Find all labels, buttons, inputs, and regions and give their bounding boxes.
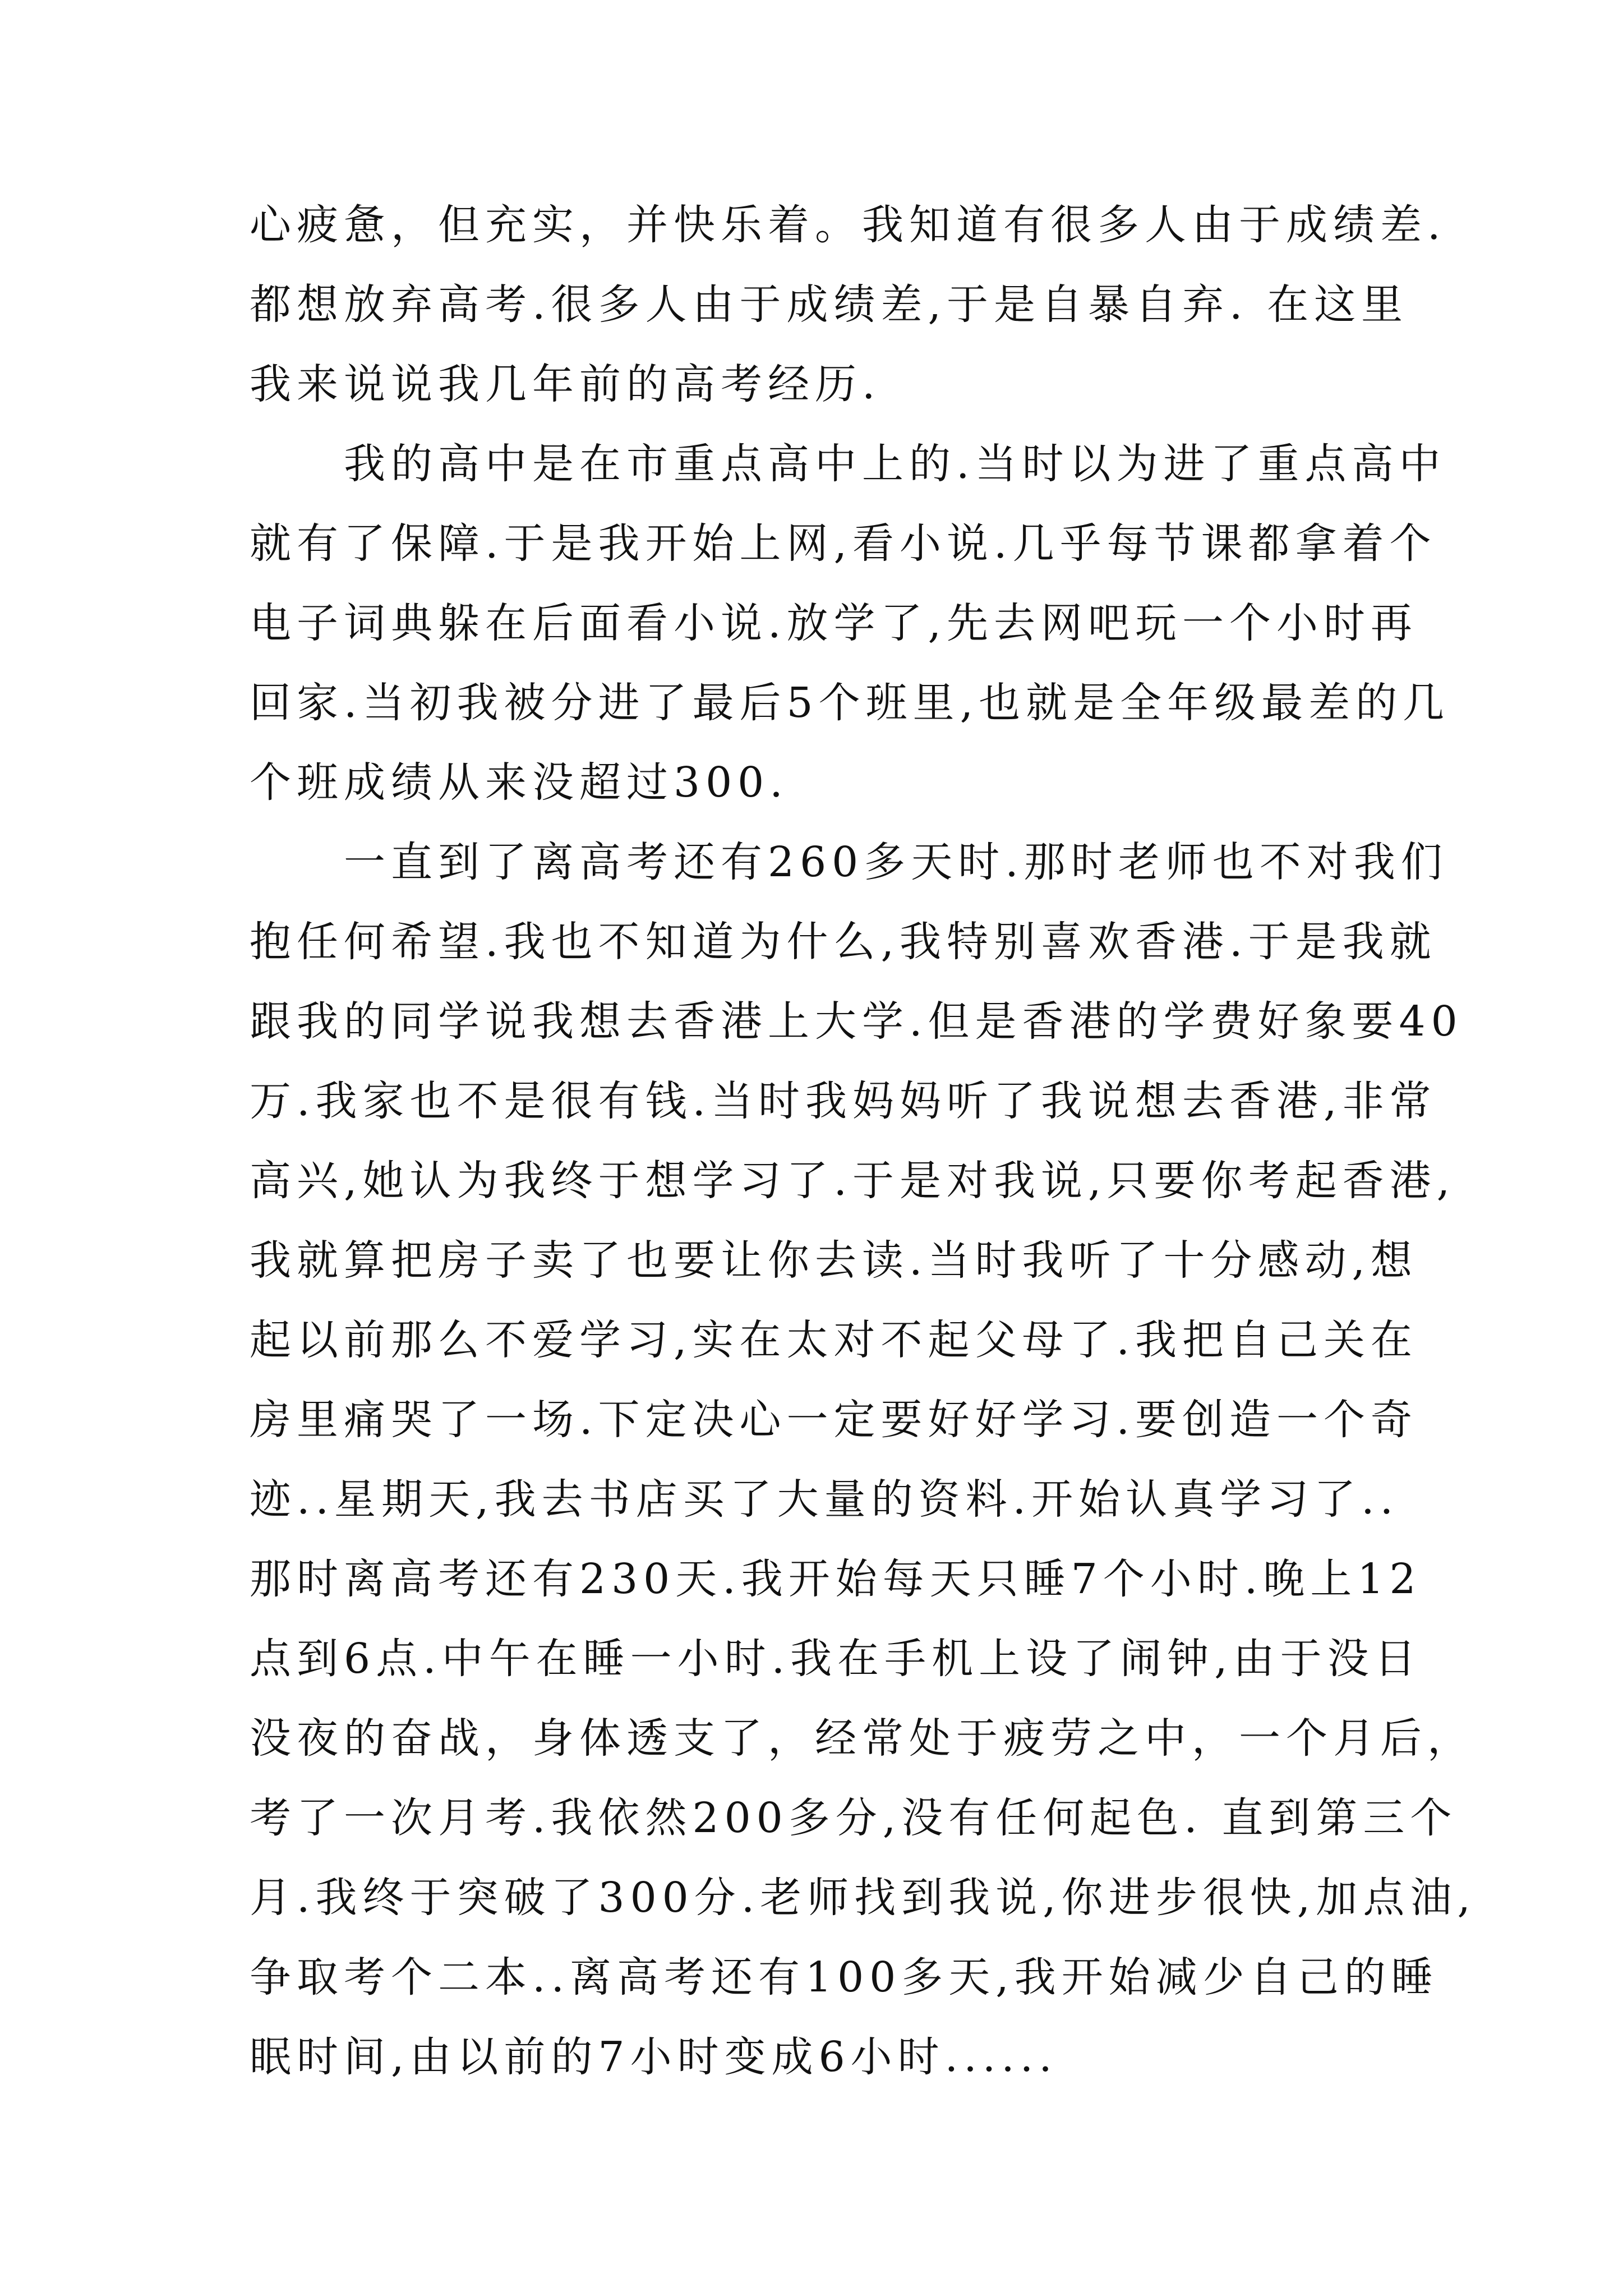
text-line: 眠时间,由以前的7小时变成6小时...... (250, 2033, 1058, 2081)
text-line: 起以前那么不爱学习,实在太对不起父母了.我把自己关在 (250, 1316, 1418, 1364)
text-line: 点到6点.中午在睡一小时.我在手机上设了闹钟,由于没日 (250, 1635, 1422, 1683)
text-line: 电子词典躲在后面看小说.放学了,先去网吧玩一个小时再 (250, 599, 1418, 647)
text-line: 万.我家也不是很有钱.当时我妈妈听了我说想去香港,非常 (250, 1077, 1437, 1125)
text-line: 那时离高考还有230天.我开始每天只睡7个小时.晚上12 (250, 1555, 1422, 1603)
text-line: 迹..星期天,我去书店买了大量的资料.开始认真学习了.. (250, 1475, 1399, 1524)
text-line: 跟我的同学说我想去香港上大学.但是香港的学费好象要40 (250, 997, 1463, 1046)
text-line: 抱任何希望.我也不知道为什么,我特别喜欢香港.于是我就 (250, 918, 1437, 966)
text-line: 房里痛哭了一场.下定决心一定要好好学习.要创造一个奇 (250, 1396, 1418, 1444)
text-line: 心疲惫，但充实，并快乐着。我知道有很多人由于成绩差. (250, 201, 1446, 249)
text-line: 我就算把房子卖了也要让你去读.当时我听了十分感动,想 (250, 1236, 1418, 1285)
text-line: 我来说说我几年前的高考经历. (250, 360, 881, 408)
text-line: 我的高中是在市重点高中上的.当时以为进了重点高中 (250, 440, 1446, 488)
text-line: 考了一次月考.我依然200多分,没有任何起色. 直到第三个 (250, 1794, 1458, 1842)
document-body (250, 185, 1476, 2097)
text-line: 个班成绩从来没超过300. (250, 758, 789, 807)
text-line: 就有了保障.于是我开始上网,看小说.几乎每节课都拿着个 (250, 519, 1437, 568)
text-line: 没夜的奋战，身体透支了，经常处于疲劳之中，一个月后， (250, 1714, 1474, 1763)
text-line: 争取考个二本..离高考还有100多天,我开始减少自己的睡 (250, 1953, 1438, 2001)
text-line: 高兴,她认为我终于想学习了.于是对我说,只要你考起香港, (250, 1157, 1456, 1205)
text-line: 回家.当初我被分进了最后5个班里,也就是全年级最差的几 (250, 679, 1450, 727)
text-line: 都想放弃高考.很多人由于成绩差,于是自暴自弃. 在这里 (250, 280, 1409, 329)
text-line: 月.我终于突破了300分.老师找到我说,你进步很快,加点油, (250, 1874, 1476, 1922)
text-line: 一直到了离高考还有260多天时.那时老师也不对我们 (250, 838, 1448, 886)
